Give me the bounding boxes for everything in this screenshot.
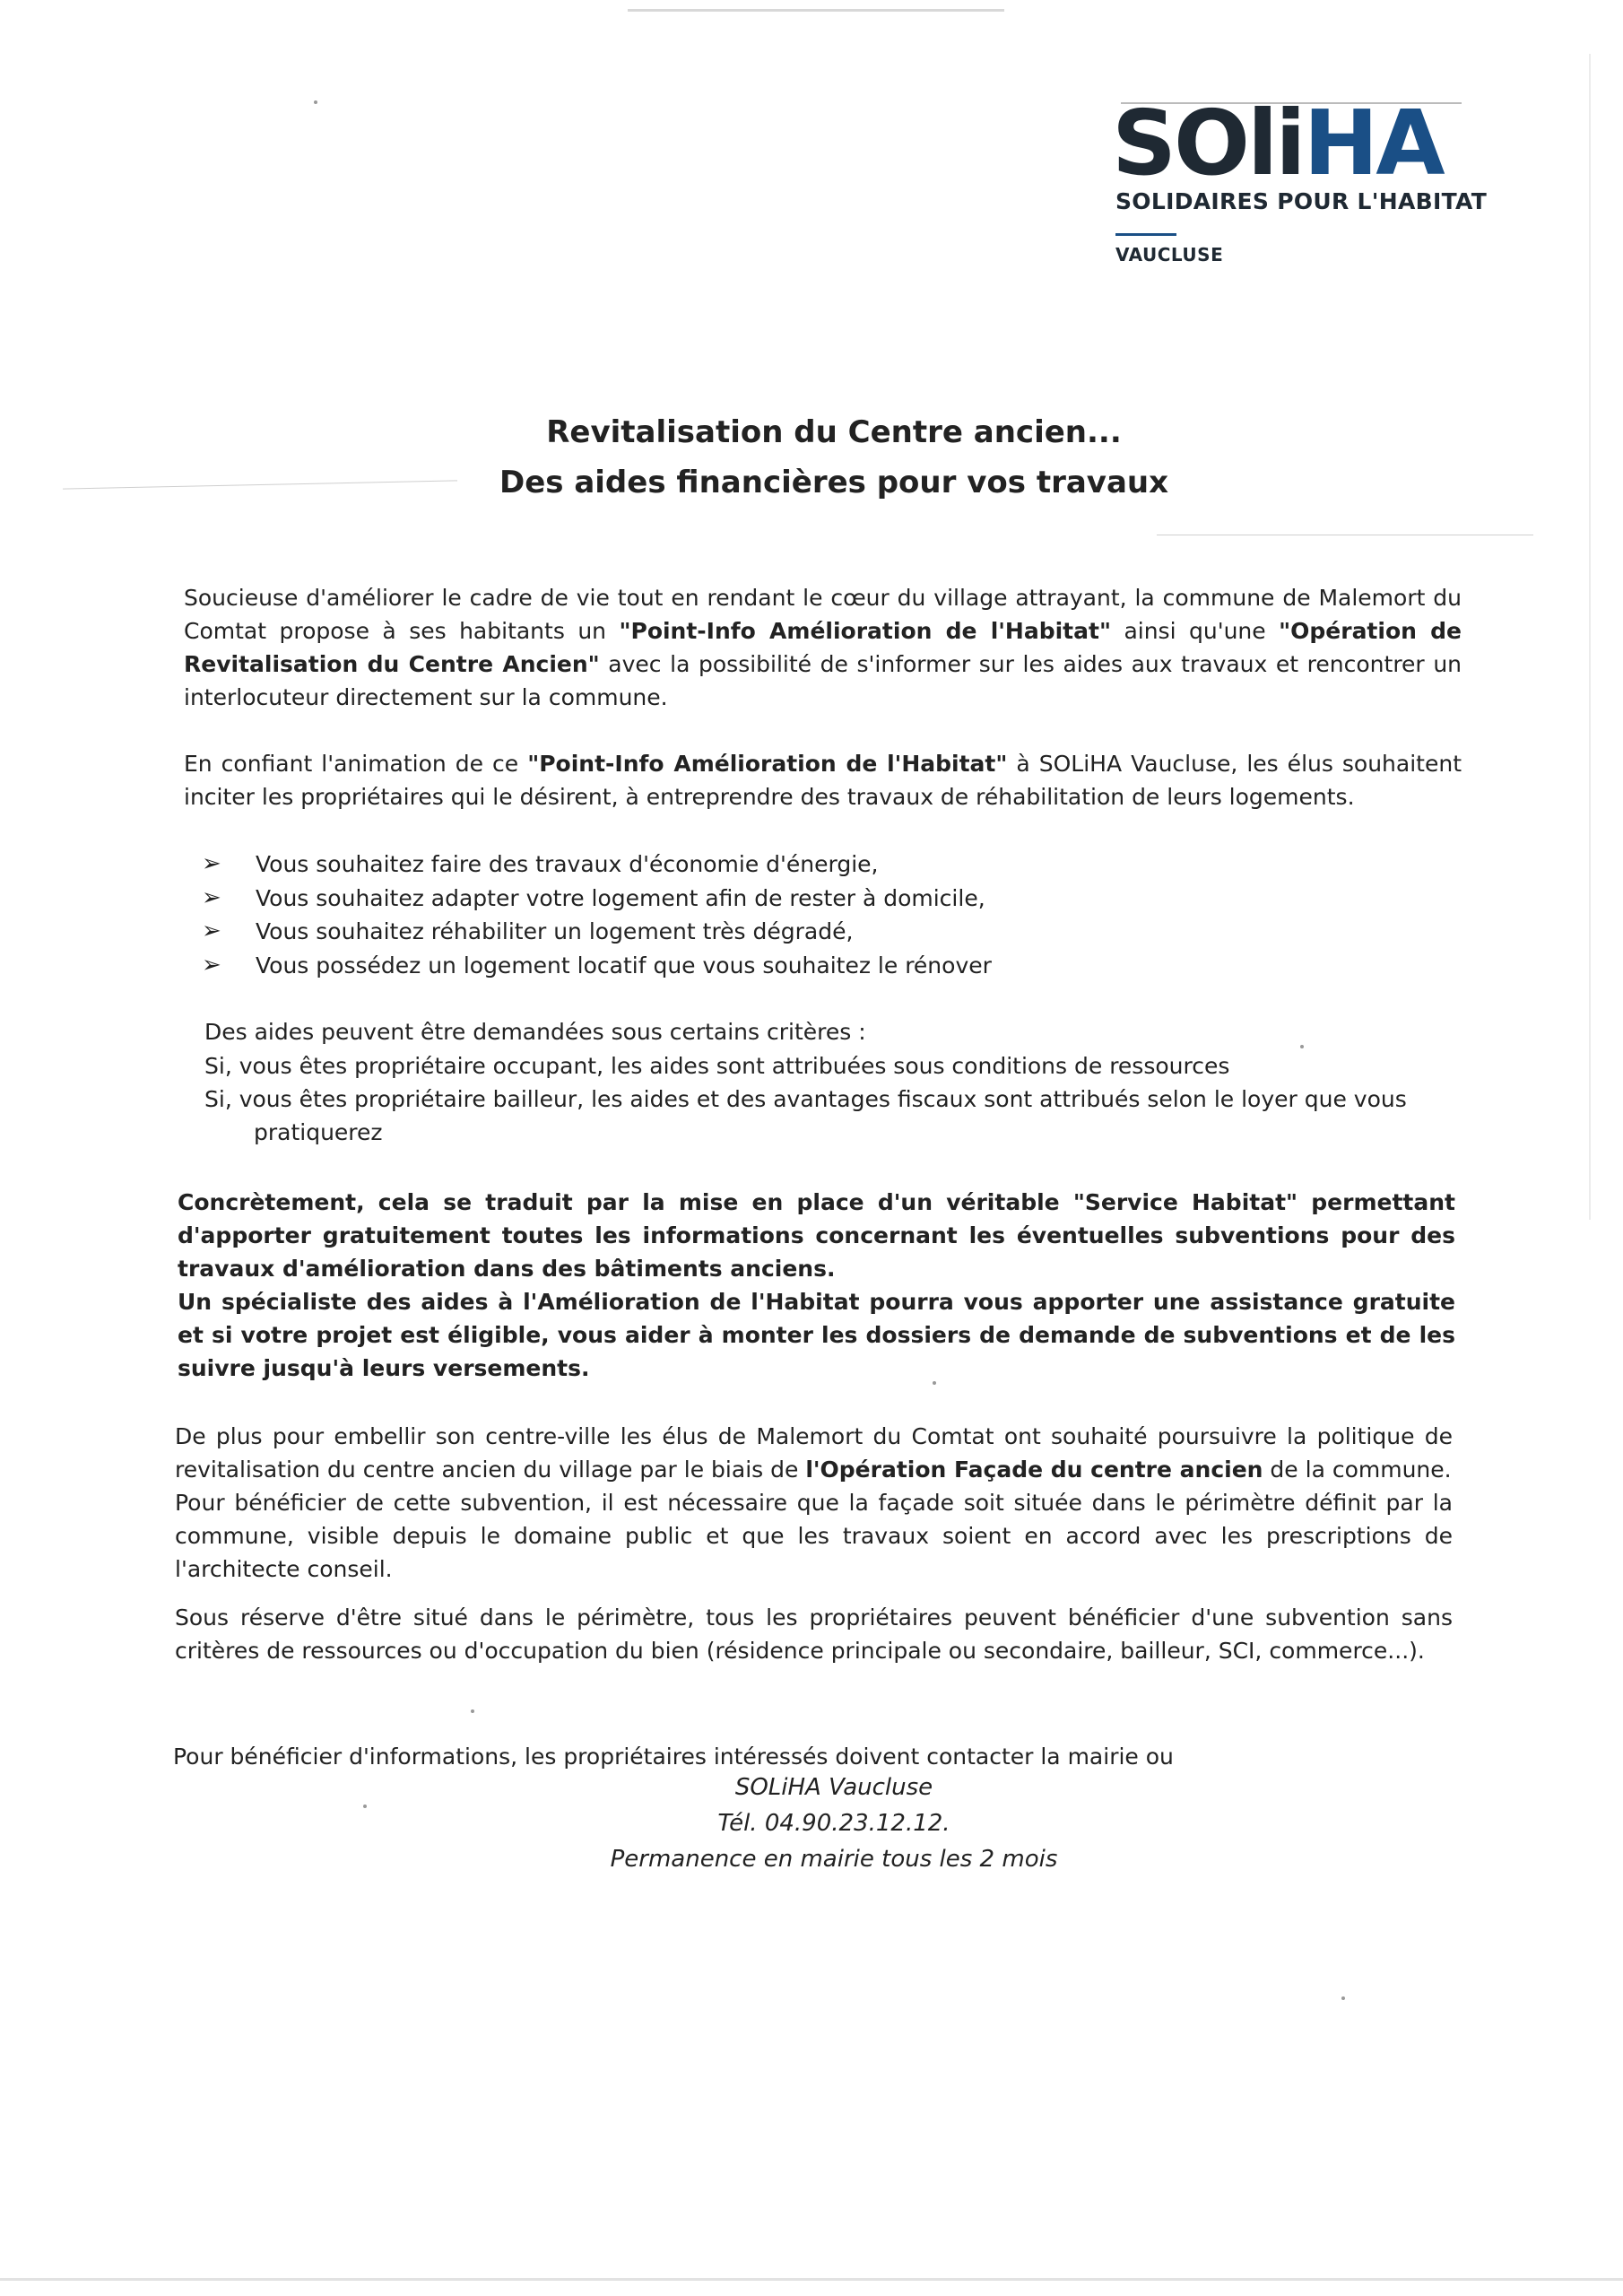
- logo-wordmark: SOliHA: [1112, 91, 1443, 196]
- criteria-line-landlord: Si, vous êtes propriétaire bailleur, les aides et des avantages fiscaux sont attribués selon le loyer que vous: [204, 1086, 1407, 1112]
- scan-artifact-dot: [471, 1709, 474, 1713]
- facade-paragraph-1: De plus pour embellir son centre-ville les élus de Malemort du Comtat ont souhaité poursuivre la politique de revitalisation du centre ancien du village par le biais de l'Opération Façade du centre ancien de la commune.: [175, 1423, 1453, 1483]
- title-line-1: Revitalisation du Centre ancien...: [546, 414, 1122, 450]
- scan-artifact-line: [1589, 54, 1591, 1220]
- arrow-bullet-icon: ➢: [202, 918, 221, 944]
- list-item: ➢ Vous souhaitez adapter votre logement afin de rester à domicile,: [202, 882, 992, 916]
- contact-phone: Tél. 04.90.23.12.12.: [717, 1810, 950, 1837]
- scan-artifact-dot: [314, 100, 317, 104]
- logo-tagline: SOLIDAIRES POUR L'HABITAT: [1115, 188, 1488, 214]
- animation-paragraph: En confiant l'animation de ce "Point-Info Amélioration de l'Habitat" à SOLiHA Vaucluse, les élus souhaitent inciter les propriétaires qui le désirent, à entreprendre des travaux de réhabilitation de leurs logements.: [184, 751, 1462, 810]
- arrow-bullet-icon: ➢: [202, 883, 221, 911]
- scan-artifact-dot: [363, 1805, 367, 1808]
- facade-paragraph-2: Pour bénéficier de cette subvention, il est nécessaire que la façade soit située dans le périmètre définit par la commune, visible depuis le domaine public et que les travaux soient en accord avec les prescriptions de l'architecte conseil.: [175, 1490, 1453, 1582]
- criteria-line-owner-occupant: Si, vous êtes propriétaire occupant, les aides sont attribuées sous conditions de ressources: [204, 1053, 1230, 1079]
- title-line-2: Des aides financières pour vos travaux: [499, 465, 1169, 500]
- criteria-line-landlord-cont: pratiquerez: [254, 1119, 383, 1145]
- arrow-bullet-icon: ➢: [202, 951, 221, 978]
- facade-paragraph-3: Sous réserve d'être situé dans le périmètre, tous les propriétaires peuvent bénéficier d'une subvention sans critères de ressources ou d'occupation du bien (résidence principale ou secondaire, bailleur, SCI, commerce...).: [175, 1605, 1453, 1664]
- soliha-logo: [1112, 91, 1488, 278]
- logo-region: VAUCLUSE: [1115, 244, 1224, 265]
- scan-artifact-line: [0, 2278, 1623, 2281]
- scan-artifact-line: [628, 9, 1004, 12]
- service-paragraph-2: Un spécialiste des aides à l'Amélioration de l'Habitat pourra vous apporter une assistance gratuite et si votre projet est éligible, vous aider à monter les dossiers de demande de subventions et de les suivre jusqu'à leurs versements.: [178, 1289, 1455, 1381]
- scan-artifact-dot: [1341, 1996, 1345, 2000]
- contact-schedule: Permanence en mairie tous les 2 mois: [610, 1846, 1058, 1873]
- list-item: ➢ Vous possédez un logement locatif que vous souhaitez le rénover: [202, 949, 992, 983]
- intro-paragraph: Soucieuse d'améliorer le cadre de vie tout en rendant le cœur du village attrayant, la commune de Malemort du Comtat propose à ses habitants un "Point-Info Amélioration de l'Habitat" ainsi qu'une "Opération de Revitalisation du Centre Ancien" avec la possibilité de s'informer sur les aides aux travaux et rencontrer un interlocuteur directement sur la commune.: [184, 585, 1462, 710]
- list-item: ➢ Vous souhaitez réhabiliter un logement très dégradé,: [202, 915, 992, 949]
- list-item: ➢ Vous souhaitez faire des travaux d'économie d'énergie,: [202, 848, 992, 882]
- criteria-intro: Des aides peuvent être demandées sous certains critères :: [204, 1019, 866, 1045]
- bullet-list: [202, 848, 992, 982]
- contact-organization: SOLiHA Vaucluse: [734, 1774, 933, 1801]
- logo-divider: [1115, 233, 1176, 236]
- contact-intro: Pour bénéficier d'informations, les propriétaires intéressés doivent contacter la mairie ou: [173, 1744, 1174, 1770]
- service-paragraph-1: Concrètement, cela se traduit par la mise en place d'un véritable "Service Habitat" permettant d'apporter gratuitement toutes les informations concernant les éventuelles subventions pour des travaux d'amélioration dans des bâtiments anciens.: [178, 1189, 1455, 1282]
- arrow-bullet-icon: ➢: [202, 850, 221, 877]
